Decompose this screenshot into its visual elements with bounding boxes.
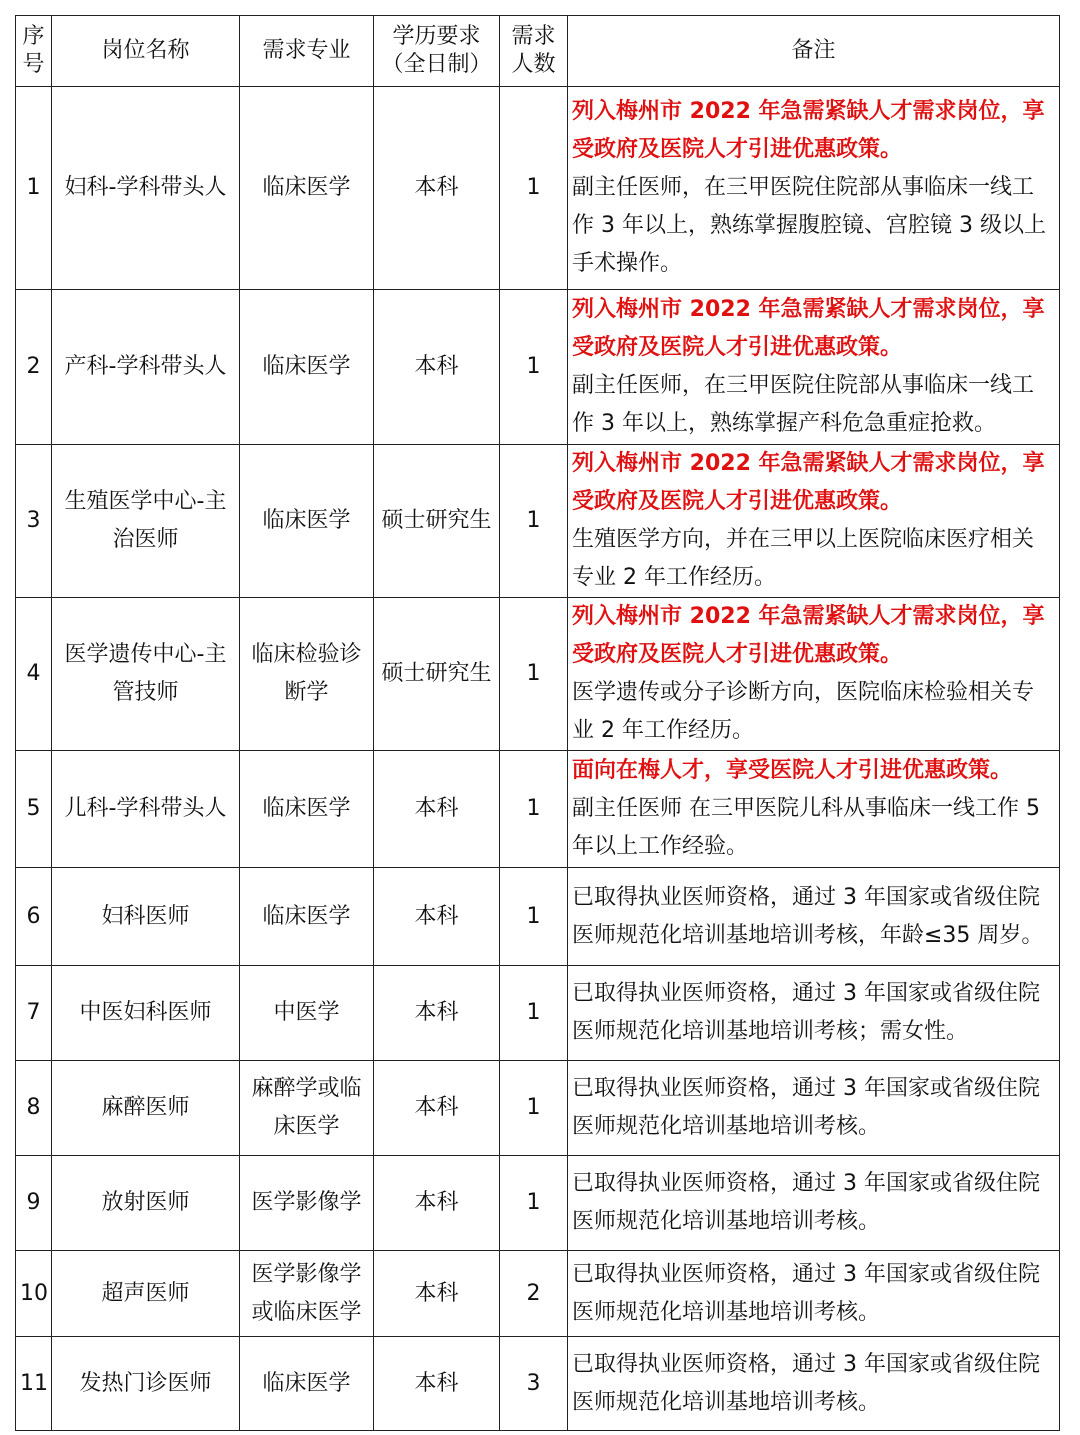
table-row: [16, 1061, 1060, 1156]
remark-text: 已取得执业医师资格，通过 3 年国家或省级住院医师规范化培训基地培训考核。: [572, 1261, 1040, 1325]
table-body: [16, 87, 1060, 1431]
recruitment-table: [15, 15, 1060, 1431]
remark-highlight: 列入梅州市 2022 年急需紧缺人才需求岗位，享受政府及医院人才引进优惠政策。: [572, 297, 1045, 360]
row-count: 1: [500, 445, 568, 598]
row-no: 9: [16, 1156, 52, 1251]
row-position: 生殖医学中心-主治医师: [52, 445, 240, 598]
table-row: [16, 1337, 1060, 1431]
remark-highlight: 列入梅州市 2022 年急需紧缺人才需求岗位，享受政府及医院人才引进优惠政策。: [572, 451, 1045, 514]
remark-text: 医学遗传或分子诊断方向，医院临床检验相关专业 2 年工作经历。: [572, 680, 1035, 743]
remark-text: 生殖医学方向，并在三甲以上医院临床医疗相关专业 2 年工作经历。: [572, 527, 1035, 590]
row-remark: [568, 445, 1060, 598]
row-position: 放射医师: [52, 1156, 240, 1251]
row-major: 临床医学: [240, 445, 374, 598]
table-row: [16, 1156, 1060, 1251]
row-no: 7: [16, 966, 52, 1061]
row-education: 本科: [374, 868, 500, 966]
row-remark: [568, 966, 1060, 1061]
row-major: 临床医学: [240, 290, 374, 445]
header-education: 学历要求（全日制）: [374, 16, 500, 87]
row-education: 本科: [374, 1337, 500, 1431]
row-education: 本科: [374, 1156, 500, 1251]
table-row: [16, 445, 1060, 598]
row-education: 本科: [374, 290, 500, 445]
remark-highlight: 面向在梅人才，享受医院人才引进优惠政策。: [572, 758, 1013, 783]
table-row: [16, 966, 1060, 1061]
row-count: 1: [500, 87, 568, 290]
header-position: 岗位名称: [52, 16, 240, 87]
remark-text: 已取得执业医师资格，通过 3 年国家或省级住院医师规范化培训基地培训考核。: [572, 1351, 1040, 1415]
row-count: 1: [500, 751, 568, 868]
row-major: 临床医学: [240, 87, 374, 290]
header-remark: 备注: [568, 16, 1060, 87]
row-education: 本科: [374, 87, 500, 290]
row-no: 10: [16, 1251, 52, 1337]
row-no: 6: [16, 868, 52, 966]
row-remark: [568, 87, 1060, 290]
remark-text: 已取得执业医师资格，通过 3 年国家或省级住院医师规范化培训基地培训考核。: [572, 1076, 1040, 1139]
row-no: 5: [16, 751, 52, 868]
row-major: 中医学: [240, 966, 374, 1061]
table-row: [16, 290, 1060, 445]
row-remark: [568, 1251, 1060, 1337]
row-major: 临床检验诊断学: [240, 598, 374, 751]
row-education: 本科: [374, 1061, 500, 1156]
row-count: 1: [500, 1061, 568, 1156]
remark-text: 副主任医师，在三甲医院住院部从事临床一线工作 3 年以上，熟练掌握产科危急重症抢救。: [572, 373, 1035, 436]
row-education: 本科: [374, 1251, 500, 1337]
table-row: [16, 598, 1060, 751]
row-position: 超声医师: [52, 1251, 240, 1337]
row-count: 1: [500, 598, 568, 751]
remark-text: 已取得执业医师资格，通过 3 年国家或省级住院医师规范化培训基地培训考核；需女性。: [572, 981, 1040, 1044]
row-remark: [568, 868, 1060, 966]
row-major: 临床医学: [240, 868, 374, 966]
row-count: 3: [500, 1337, 568, 1431]
table-row: [16, 751, 1060, 868]
header-major: 需求专业: [240, 16, 374, 87]
row-no: 8: [16, 1061, 52, 1156]
row-remark: [568, 290, 1060, 445]
row-count: 1: [500, 966, 568, 1061]
row-position: 中医妇科医师: [52, 966, 240, 1061]
row-count: 1: [500, 868, 568, 966]
row-major: 医学影像学或临床医学: [240, 1251, 374, 1337]
row-remark: [568, 1061, 1060, 1156]
header-no: 序号: [16, 16, 52, 87]
remark-text: 副主任医师 在三甲医院儿科从事临床一线工作 5 年以上工作经验。: [572, 796, 1040, 859]
header-count: 需求人数: [500, 16, 568, 87]
row-major: 临床医学: [240, 1337, 374, 1431]
row-education: 本科: [374, 966, 500, 1061]
table-row: [16, 87, 1060, 290]
remark-text: 已取得执业医师资格，通过 3 年国家或省级住院医师规范化培训基地培训考核。: [572, 1171, 1040, 1234]
row-position: 妇科-学科带头人: [52, 87, 240, 290]
table-row: [16, 868, 1060, 966]
row-no: 11: [16, 1337, 52, 1431]
row-position: 发热门诊医师: [52, 1337, 240, 1431]
row-major: 医学影像学: [240, 1156, 374, 1251]
row-major: 临床医学: [240, 751, 374, 868]
row-no: 2: [16, 290, 52, 445]
row-position: 妇科医师: [52, 868, 240, 966]
row-no: 3: [16, 445, 52, 598]
row-remark: [568, 751, 1060, 868]
remark-text: 副主任医师，在三甲医院住院部从事临床一线工作 3 年以上，熟练掌握腹腔镜、宫腔镜 3 级以上手术操作。: [572, 175, 1046, 276]
row-position: 产科-学科带头人: [52, 290, 240, 445]
row-remark: [568, 1337, 1060, 1431]
row-position: 麻醉医师: [52, 1061, 240, 1156]
row-remark: [568, 598, 1060, 751]
row-count: 2: [500, 1251, 568, 1337]
row-no: 4: [16, 598, 52, 751]
row-education: 硕士研究生: [374, 445, 500, 598]
row-education: 本科: [374, 751, 500, 868]
row-education: 硕士研究生: [374, 598, 500, 751]
row-no: 1: [16, 87, 52, 290]
row-count: 1: [500, 290, 568, 445]
remark-highlight: 列入梅州市 2022 年急需紧缺人才需求岗位，享受政府及医院人才引进优惠政策。: [572, 99, 1045, 162]
row-major: 麻醉学或临床医学: [240, 1061, 374, 1156]
header-row: [16, 16, 1060, 87]
table-row: [16, 1251, 1060, 1337]
row-remark: [568, 1156, 1060, 1251]
remark-highlight: 列入梅州市 2022 年急需紧缺人才需求岗位，享受政府及医院人才引进优惠政策。: [572, 604, 1045, 667]
row-position: 医学遗传中心-主管技师: [52, 598, 240, 751]
row-position: 儿科-学科带头人: [52, 751, 240, 868]
remark-text: 已取得执业医师资格，通过 3 年国家或省级住院医师规范化培训基地培训考核，年龄≤35 周岁。: [572, 884, 1044, 948]
row-count: 1: [500, 1156, 568, 1251]
